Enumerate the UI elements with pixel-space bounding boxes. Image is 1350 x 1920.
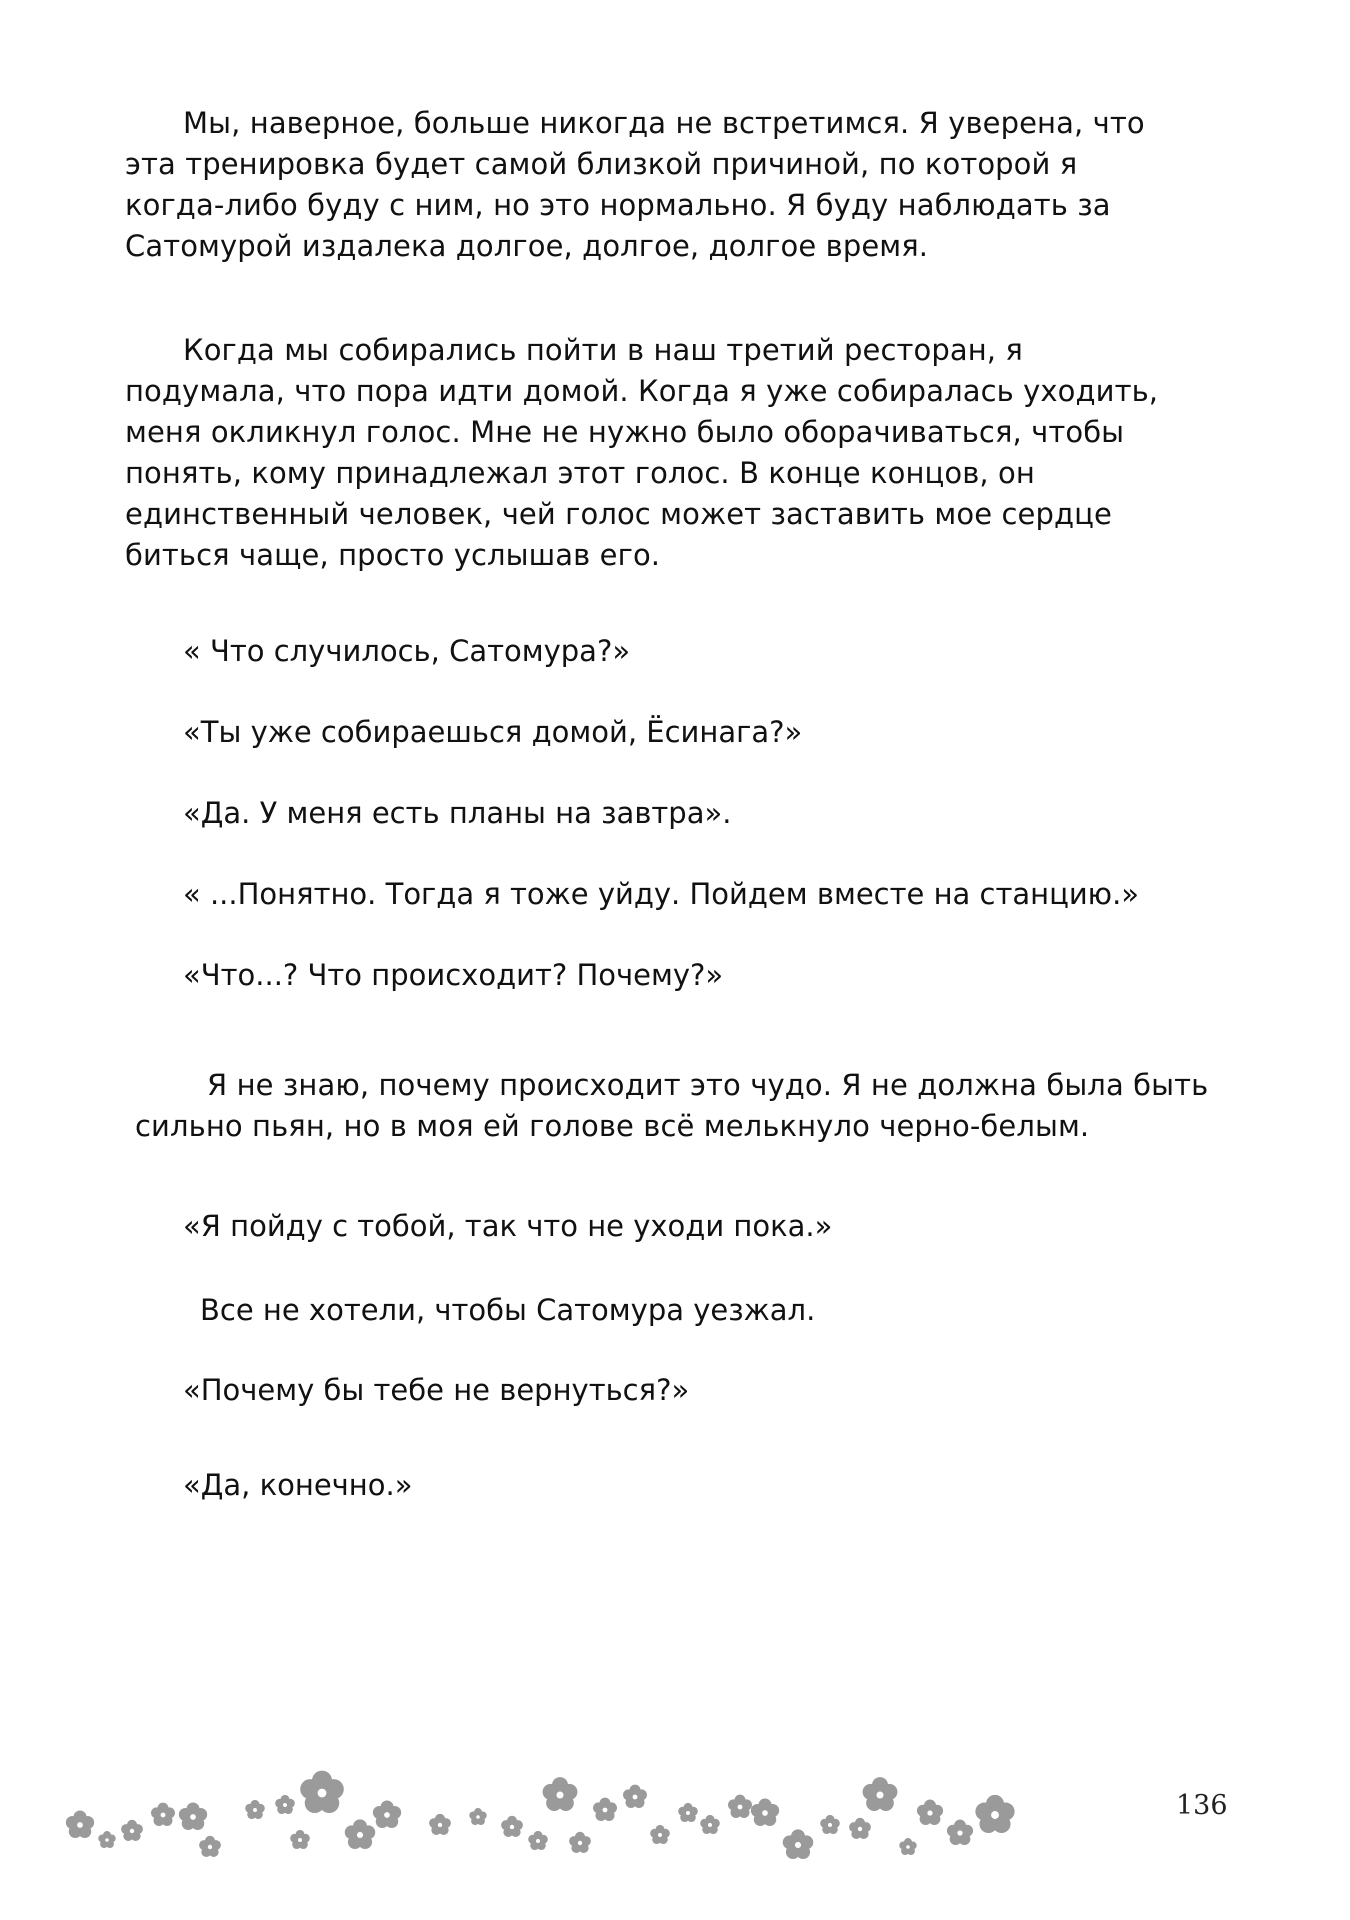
- flower-icon: [345, 1819, 376, 1849]
- flower-icon: [98, 1831, 115, 1848]
- flower-icon: [179, 1802, 207, 1830]
- flower-icon: [275, 1795, 295, 1814]
- flower-icon: [528, 1831, 548, 1850]
- flower-icon: [623, 1785, 647, 1808]
- paragraph-3: Я не знаю, почему происходит это чудо. Я не должна была быть сильно пьян, но в моя ей голове всё мелькнуло черно-белым.: [135, 1068, 1209, 1143]
- dialogue-line-4: « ...Понятно. Тогда я тоже уйду. Пойдем вместе на станцию.»: [183, 877, 1140, 911]
- flower-icon: [975, 1795, 1014, 1833]
- flower-icon: [121, 1820, 143, 1841]
- flower-icon: [593, 1798, 617, 1821]
- flower-icon: [245, 1800, 265, 1819]
- flower-icon: [469, 1808, 486, 1825]
- flower-icon: [290, 1830, 310, 1849]
- dialogue-line-6: «Я пойду с тобой, так что не уходи пока.»: [183, 1209, 833, 1243]
- flower-icon: [429, 1814, 451, 1835]
- dialogue-line-2: «Ты уже собираешься домой, Ёсинага?»: [183, 715, 803, 749]
- flower-icon: [650, 1825, 670, 1844]
- flower-icon: [501, 1816, 523, 1837]
- flower-icon: [569, 1832, 591, 1853]
- flower-icon: [820, 1815, 840, 1834]
- paragraph-1: Мы, наверное, больше никогда не встретимся. Я уверена, что эта тренировка будет самой близкой причиной, по которой я когда-либо буду с ним, но это нормально. Я буду наблюдать за Сатомурой издалека долгое, долгое, долгое время.: [125, 106, 1145, 263]
- flower-icon: [899, 1838, 916, 1855]
- flower-icon: [300, 1771, 344, 1813]
- dialogue-line-5: «Что...? Что происходит? Почему?»: [183, 958, 724, 992]
- flower-icon: [373, 1800, 401, 1828]
- flower-icon: [678, 1803, 698, 1822]
- flower-icon: [947, 1820, 973, 1845]
- flower-icon: [199, 1836, 221, 1857]
- dialogue-line-7: Все не хотели, чтобы Сатомура уезжал.: [200, 1293, 816, 1327]
- flower-icon: [66, 1810, 94, 1838]
- flower-icon: [863, 1777, 898, 1811]
- flower-border-icon: [60, 1755, 1160, 1875]
- flower-icon: [751, 1798, 779, 1826]
- flower-icon: [728, 1795, 752, 1818]
- page-number: 136: [1176, 1790, 1228, 1821]
- flower-icon: [849, 1818, 871, 1839]
- flower-icon: [700, 1815, 720, 1834]
- dialogue-line-3: «Да. У меня есть планы на завтра».: [183, 796, 732, 830]
- flower-icon: [543, 1777, 578, 1811]
- dialogue-line-1: « Что случилось, Сатомура?»: [183, 634, 631, 668]
- dialogue-line-8: «Почему бы тебе не вернуться?»: [183, 1373, 690, 1407]
- flower-icon: [917, 1800, 943, 1825]
- flower-icon: [783, 1829, 814, 1859]
- flower-icon: [151, 1803, 175, 1826]
- dialogue-line-9: «Да, конечно.»: [183, 1468, 413, 1502]
- paragraph-2: Когда мы собирались пойти в наш третий ресторан, я подумала, что пора идти домой. Когда я уже собиралась уходить, меня окликнул голос. Мне не нужно было оборачиваться, чтобы понять, кому принадлежал этот голос. В конце концов, он единственный человек, чей голос может заставить мое сердце биться чаще, просто услышав его.: [125, 333, 1159, 572]
